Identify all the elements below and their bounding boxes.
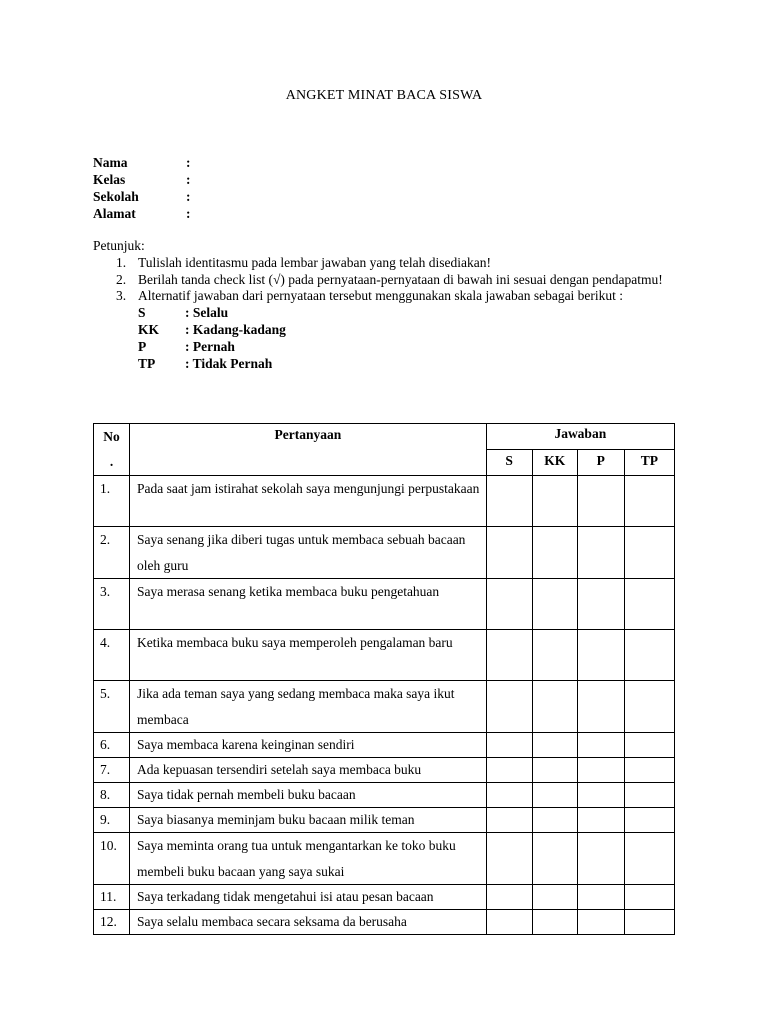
instructions-heading: Petunjuk: [93, 238, 145, 253]
answer-cell-kk[interactable] [532, 808, 577, 833]
answer-cell-tp[interactable] [624, 833, 674, 885]
answer-cell-s[interactable] [486, 885, 532, 910]
table-row [94, 808, 675, 833]
identity-colon: : [186, 172, 191, 187]
instruction-number: 3. [116, 288, 127, 304]
answer-cell-tp[interactable] [624, 758, 674, 783]
table-row [94, 910, 675, 935]
row-question: Saya selalu membaca secara seksama da berusaha [130, 910, 487, 935]
table-row [94, 527, 675, 579]
header-no-line2: . [109, 454, 114, 469]
identity-label: Sekolah [93, 189, 139, 204]
answer-cell-tp[interactable] [624, 579, 674, 630]
table-row [94, 476, 675, 527]
scale-desc: : Pernah [185, 338, 235, 354]
answer-cell-tp[interactable] [624, 527, 674, 579]
row-question: Ada kepuasan tersendiri setelah saya membaca buku [130, 758, 487, 783]
scale-row [138, 322, 693, 339]
answer-cell-tp[interactable] [624, 476, 674, 527]
header-answer: Jawaban [486, 424, 674, 450]
scale-code: S [138, 305, 146, 321]
row-question: Saya tidak pernah membeli buku bacaan [130, 783, 487, 808]
row-number: 2. [94, 527, 130, 579]
row-question: Ketika membaca buku saya memperoleh pengalaman baru [130, 630, 487, 681]
answer-cell-tp[interactable] [624, 885, 674, 910]
table-row [94, 833, 675, 885]
answer-cell-s[interactable] [486, 733, 532, 758]
answer-cell-kk[interactable] [532, 630, 577, 681]
answer-cell-p[interactable] [577, 733, 624, 758]
answer-cell-s[interactable] [486, 808, 532, 833]
answer-cell-kk[interactable] [532, 527, 577, 579]
row-number: 1. [94, 476, 130, 527]
scale-row [138, 305, 693, 322]
answer-cell-kk[interactable] [532, 579, 577, 630]
header-no [94, 424, 130, 476]
row-number: 7. [94, 758, 130, 783]
table-row [94, 630, 675, 681]
instruction-text: Tulislah identitasmu pada lembar jawaban yang telah disediakan! [138, 254, 492, 270]
instruction-number: 2. [116, 271, 127, 287]
answer-cell-p[interactable] [577, 527, 624, 579]
answer-cell-tp[interactable] [624, 681, 674, 733]
answer-cell-kk[interactable] [532, 733, 577, 758]
row-number: 11. [94, 885, 130, 910]
header-tp: TP [624, 450, 674, 476]
scale-code: KK [138, 321, 160, 337]
page-title: ANGKET MINAT BACA SISWA [285, 88, 483, 103]
row-question: Saya meminta orang tua untuk mengantarkan ke toko buku membeli buku bacaan yang saya sukai [130, 833, 487, 885]
answer-cell-p[interactable] [577, 476, 624, 527]
answer-cell-p[interactable] [577, 579, 624, 630]
answer-cell-s[interactable] [486, 476, 532, 527]
answer-cell-tp[interactable] [624, 808, 674, 833]
answer-cell-tp[interactable] [624, 733, 674, 758]
row-number: 5. [94, 681, 130, 733]
identity-label: Nama [93, 155, 128, 170]
instruction-item [93, 272, 693, 289]
instruction-item [93, 288, 693, 305]
identity-row-school [93, 188, 198, 205]
row-question: Saya biasanya meminjam buku bacaan milik teman [130, 808, 487, 833]
identity-section [93, 154, 198, 222]
table-row [94, 885, 675, 910]
answer-cell-p[interactable] [577, 910, 624, 935]
instruction-item [93, 255, 693, 272]
row-question: Jika ada teman saya yang sedang membaca maka saya ikut membaca [130, 681, 487, 733]
answer-cell-kk[interactable] [532, 833, 577, 885]
row-number: 4. [94, 630, 130, 681]
answer-cell-kk[interactable] [532, 783, 577, 808]
answer-cell-kk[interactable] [532, 758, 577, 783]
scale-desc: : Tidak Pernah [185, 355, 273, 371]
instruction-text: Berilah tanda check list (√) pada pernyataan-pernyataan di bawah ini sesuai dengan pendapatmu! [138, 271, 663, 287]
answer-cell-tp[interactable] [624, 630, 674, 681]
header-s: S [486, 450, 532, 476]
header-no-line1: No [103, 429, 120, 444]
answer-cell-p[interactable] [577, 758, 624, 783]
header-question: Pertanyaan [130, 424, 487, 476]
table-row [94, 758, 675, 783]
row-question: Saya merasa senang ketika membaca buku pengetahuan [130, 579, 487, 630]
questionnaire-table [93, 423, 675, 935]
row-number: 10. [94, 833, 130, 885]
header-p: P [577, 450, 624, 476]
answer-cell-p[interactable] [577, 808, 624, 833]
table-row [94, 579, 675, 630]
row-question: Saya membaca karena keinginan sendiri [130, 733, 487, 758]
scale-desc: : Selalu [185, 305, 229, 321]
identity-row-name [93, 154, 198, 171]
row-number: 6. [94, 733, 130, 758]
instruction-text: Alternatif jawaban dari pernyataan tersebut menggunakan skala jawaban sebagai berikut : [138, 288, 624, 304]
row-question: Saya senang jika diberi tugas untuk membaca sebuah bacaan oleh guru [130, 527, 487, 579]
scale-row [138, 339, 693, 356]
answer-scale [138, 305, 693, 372]
scale-code: TP [138, 355, 156, 371]
row-question: Pada saat jam istirahat sekolah saya mengunjungi perpustakaan [130, 476, 487, 527]
answer-cell-kk[interactable] [532, 476, 577, 527]
answer-cell-tp[interactable] [624, 910, 674, 935]
answer-cell-p[interactable] [577, 783, 624, 808]
identity-colon: : [186, 155, 191, 170]
answer-cell-p[interactable] [577, 630, 624, 681]
answer-cell-kk[interactable] [532, 885, 577, 910]
answer-cell-s[interactable] [486, 579, 532, 630]
row-number: 9. [94, 808, 130, 833]
answer-cell-s[interactable] [486, 527, 532, 579]
identity-row-address [93, 205, 198, 222]
table-row [94, 783, 675, 808]
identity-colon: : [186, 189, 191, 204]
identity-row-class [93, 171, 198, 188]
answer-cell-kk[interactable] [532, 681, 577, 733]
identity-label: Kelas [93, 172, 126, 187]
table-row [94, 681, 675, 733]
answer-cell-s[interactable] [486, 833, 532, 885]
identity-colon: : [186, 206, 191, 221]
answer-cell-s[interactable] [486, 783, 532, 808]
answer-cell-s[interactable] [486, 910, 532, 935]
identity-label: Alamat [93, 206, 136, 221]
scale-desc: : Kadang-kadang [185, 321, 286, 337]
answer-cell-s[interactable] [486, 630, 532, 681]
row-question: Saya terkadang tidak mengetahui isi atau pesan bacaan [130, 885, 487, 910]
row-number: 12. [94, 910, 130, 935]
scale-row [138, 356, 693, 373]
table-row [94, 733, 675, 758]
answer-cell-kk[interactable] [532, 910, 577, 935]
answer-cell-tp[interactable] [624, 783, 674, 808]
header-kk: KK [532, 450, 577, 476]
answer-cell-p[interactable] [577, 681, 624, 733]
answer-cell-s[interactable] [486, 681, 532, 733]
answer-cell-p[interactable] [577, 885, 624, 910]
answer-cell-s[interactable] [486, 758, 532, 783]
instruction-number: 1. [116, 254, 127, 270]
row-number: 3. [94, 579, 130, 630]
scale-code: P [138, 338, 147, 354]
answer-cell-p[interactable] [577, 833, 624, 885]
row-number: 8. [94, 783, 130, 808]
instructions [93, 238, 693, 372]
